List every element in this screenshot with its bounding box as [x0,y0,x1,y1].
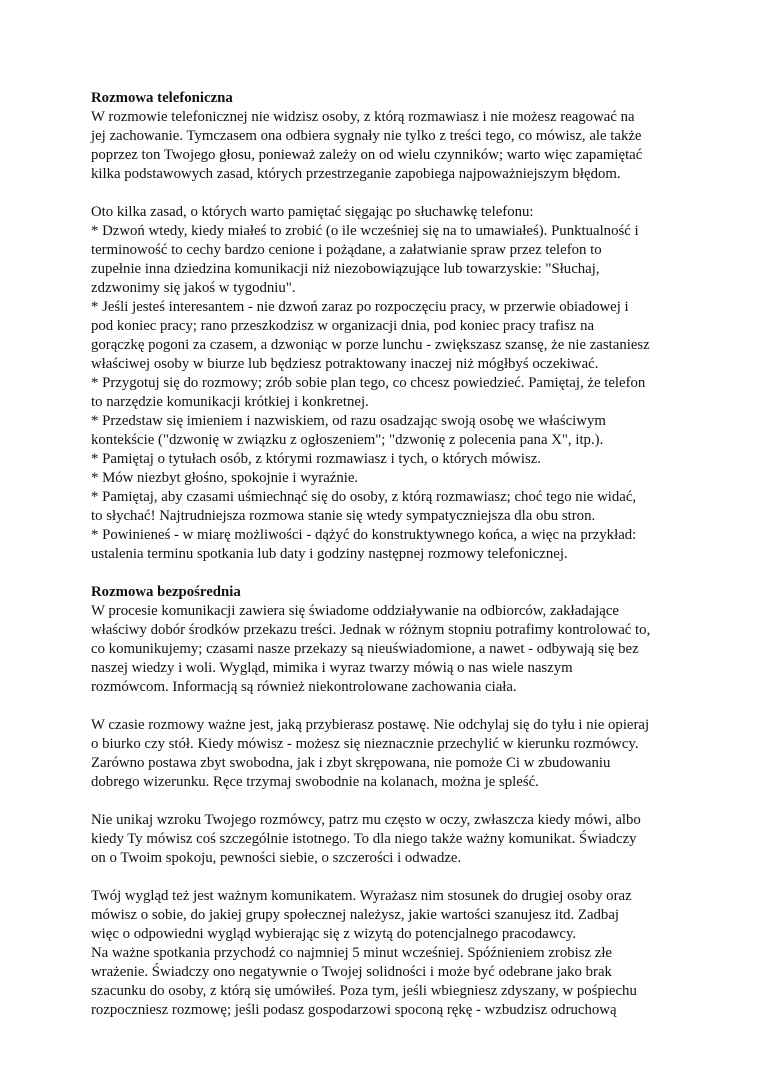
list-item: * Dzwoń wtedy, kiedy miałeś to zrobić (o ile wcześniej się na to umawiałeś). Punktualność i [91,223,639,239]
paragraph-spacer [91,792,691,811]
paragraph-direct-p2 [91,716,691,792]
text-line: naszej wiedzy i woli. Wygląd, mimika i wyraz twarzy mówią o nas wiele naszym [91,660,573,676]
text-line: pod koniec pracy; rano przeszkodzisz w organizacji dnia, pod koniec pracy trafisz na [91,318,595,334]
list-item: * Pamiętaj o tytułach osób, z którymi rozmawiasz i tych, o których mówisz. [91,451,541,467]
paragraph-spacer [91,697,691,716]
text-line: W procesie komunikacji zawiera się świadome oddziaływanie na odbiorców, zakładające [91,603,619,619]
paragraph-direct-p4 [91,887,691,1020]
text-line: wrażenie. Świadczy ono negatywnie o Twojej solidności i może być odebrane jako brak [91,964,612,980]
paragraph-direct-p3 [91,811,691,868]
text-line: Twój wygląd też jest ważnym komunikatem. Wyrażasz nim stosunek do drugiej osoby oraz [91,888,632,904]
text-line: gorączkę pogoni za czasem, a dzwoniąc w porze lunchu - zwiększasz szansę, że nie zastaniesz [91,337,650,353]
text-line: Nie unikaj wzroku Twojego rozmówcy, patrz mu często w oczy, zwłaszcza kiedy mówi, albo [91,812,641,828]
text-line: zdzwonimy się jakoś w tygodniu". [91,280,296,296]
text-line: kontekście ("dzwonię w związku z ogłoszeniem"; "dzwonię z polecenia pana X", itp.). [91,432,604,448]
text-line: kilka podstawowych zasad, których przestrzeganie zapobiega najpoważniejszym błędom. [91,166,621,182]
text-line: poprzez ton Twojego głosu, ponieważ zależy on od wielu czynników; warto więc zapamiętać [91,147,643,163]
text-line: to słychać! Najtrudniejsza rozmowa stanie się wtedy sympatyczniejsza dla obu stron. [91,508,596,524]
text-line: W czasie rozmowy ważne jest, jaką przybierasz postawę. Nie odchylaj się do tyłu i nie opieraj [91,717,650,733]
text-line: ustalenia terminu spotkania lub daty i godziny następnej rozmowy telefonicznej. [91,546,568,562]
text-line: rozpoczniesz rozmowę; jeśli podasz gospodarzowi spoconą rękę - wzbudzisz odruchową [91,1002,617,1018]
heading-phone-conversation: Rozmowa telefoniczna [91,90,233,106]
list-item: * Przygotuj się do rozmowy; zrób sobie plan tego, co chcesz powiedzieć. Pamiętaj, że telefon [91,375,646,391]
text-line: kiedy Ty mówisz coś szczególnie istotnego. To dla niego także ważny komunikat. Świadczy [91,831,637,847]
document-page [91,89,691,1020]
list-item: * Przedstaw się imieniem i nazwiskiem, od razu osadzając swoją osobę we właściwym [91,413,606,429]
list-item: * Mów niezbyt głośno, spokojnie i wyraźnie. [91,470,359,486]
text-line: jej zachowanie. Tymczasem ona odbiera sygnały nie tylko z treści tego, co mówisz, ale także [91,128,642,144]
text-line: więc o odpowiedni wygląd wybierając się z wizytą do potencjalnego pracodawcy. [91,926,577,942]
text-line: terminowość to cechy bardzo cenione i pożądane, a załatwianie spraw przez telefon to [91,242,602,258]
text-line: co komunikujemy; czasami nasze przekazy są nieuświadomione, a nawet - odbywają się bez [91,641,639,657]
text-line: rozmówcom. Informacją są również niekontrolowane zachowania ciała. [91,679,517,695]
text-line: W rozmowie telefonicznej nie widzisz osoby, z którą rozmawiasz i nie możesz reagować na [91,109,635,125]
paragraph-phone-rules [91,203,691,564]
text-line: właściwej osoby w biurze lub będziesz potraktowany inaczej niż mógłbyś oczekiwać. [91,356,599,372]
text-line: właściwy dobór środków przekazu treści. Jednak w różnym stopniu potrafimy kontrolować to, [91,622,651,638]
text-line: on o Twoim spokoju, pewności siebie, o szczerości i odwadze. [91,850,462,866]
text-line: dobrego wizerunku. Ręce trzymaj swobodnie na kolanach, można je spleść. [91,774,539,790]
list-item: * Powinieneś - w miarę możliwości - dążyć do konstruktywnego końca, a więc na przykład: [91,527,637,543]
paragraph-spacer [91,184,691,203]
list-item: * Pamiętaj, aby czasami uśmiechnąć się do osoby, z którą rozmawiasz; choć tego nie widać, [91,489,637,505]
text-line: zupełnie inna dziedzina komunikacji niż niezobowiązujące lub towarzyskie: "Słuchaj, [91,261,600,277]
paragraph-direct-p1 [91,602,691,697]
list-item: * Jeśli jesteś interesantem - nie dzwoń zaraz po rozpoczęciu pracy, w przerwie obiadowej i [91,299,629,315]
text-line: szacunku do osoby, z którą się umówiłeś. Poza tym, jeśli wbiegniesz zdyszany, w pośpiechu [91,983,637,999]
paragraph-phone-intro [91,108,691,184]
text-line: Zarówno postawa zbyt swobodna, jak i zbyt skrępowana, nie pomoże Ci w zbudowaniu [91,755,611,771]
paragraph-spacer [91,868,691,887]
paragraph-spacer [91,564,691,583]
text-line: o biurko czy stół. Kiedy mówisz - możesz się nieznacznie przechylić w kierunku rozmówcy. [91,736,639,752]
text-line: Na ważne spotkania przychodź co najmniej 5 minut wcześniej. Spóźnieniem zrobisz złe [91,945,612,961]
text-line: mówisz o sobie, do jakiej grupy społecznej należysz, jakie wartości szanujesz itd. Zadbaj [91,907,619,923]
text-line: Oto kilka zasad, o których warto pamiętać sięgając po słuchawkę telefonu: [91,204,534,220]
heading-direct-conversation: Rozmowa bezpośrednia [91,584,241,600]
text-line: to narzędzie komunikacji krótkiej i konkretnej. [91,394,369,410]
